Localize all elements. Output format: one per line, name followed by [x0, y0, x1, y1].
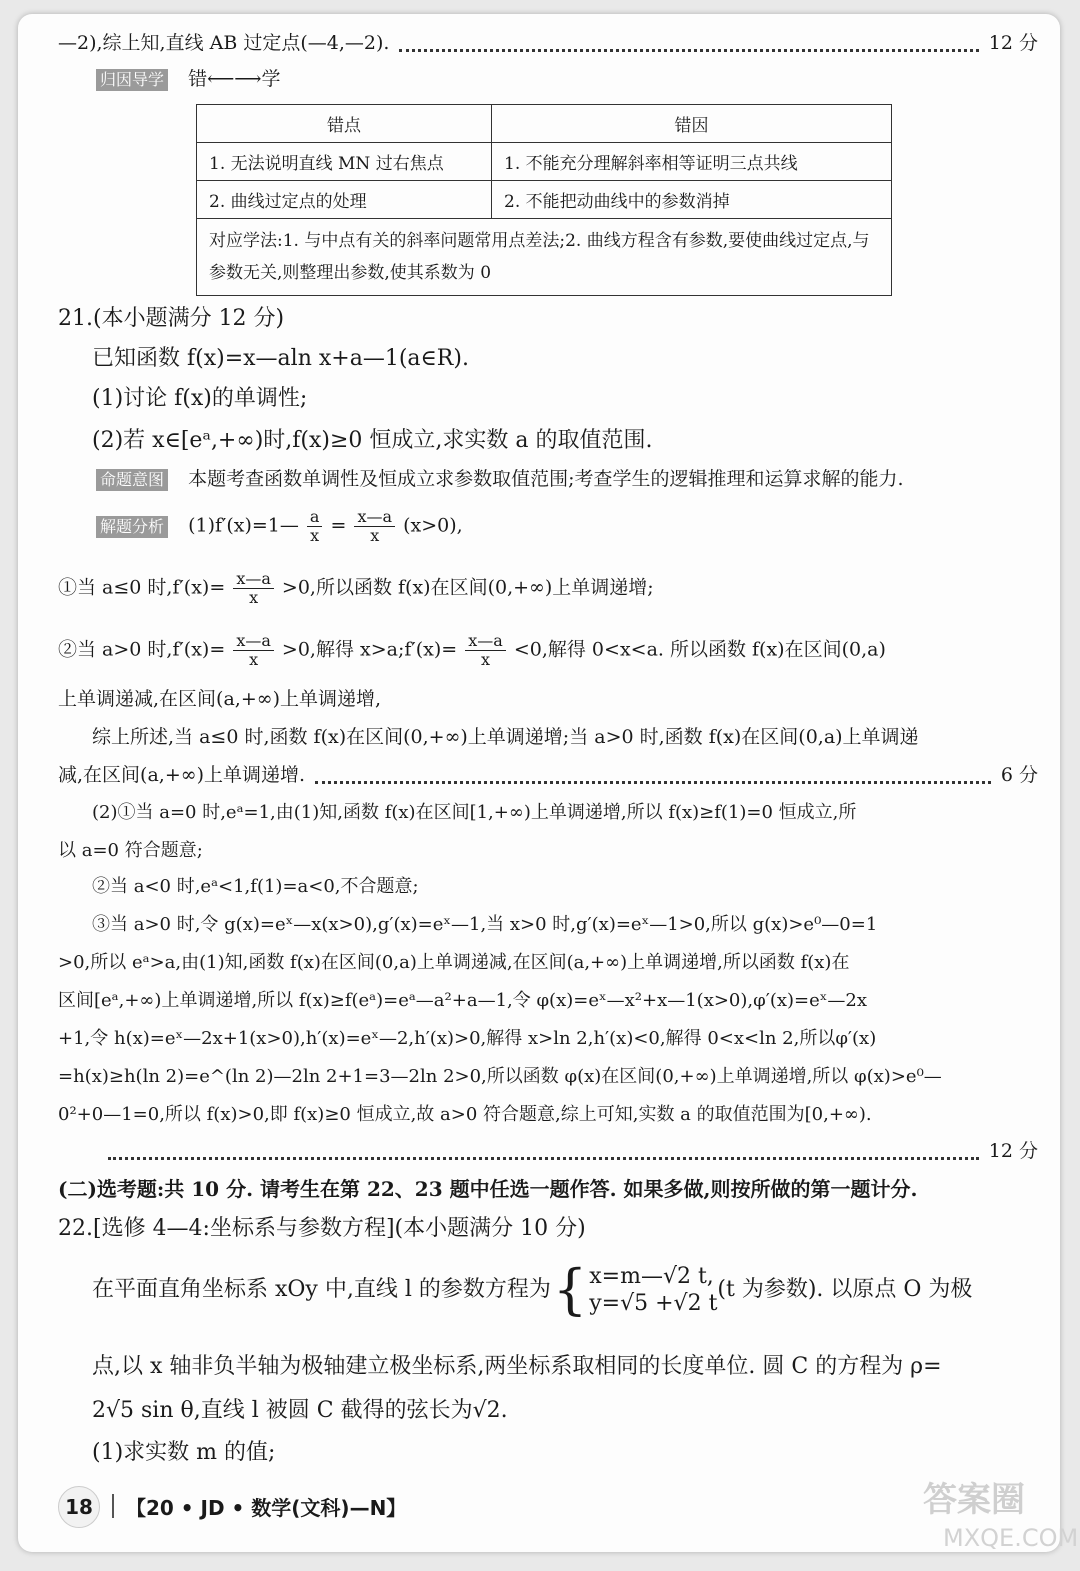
case2-line2: 上单调递减,在区间(a,+∞)上单调递增, [58, 688, 382, 710]
denominator: x [310, 526, 320, 545]
q22-part1: (1)求实数 m 的值; [92, 1440, 276, 1465]
guiyin-badge: 归因导学 [96, 69, 168, 91]
table-cell: 2. 曲线过定点的处理 [197, 181, 492, 219]
table-cell: 1. 无法说明直线 MN 过右焦点 [197, 143, 492, 181]
part2-line1: (2)①当 a=0 时,eᵃ=1,由(1)知,函数 f(x)在区间[1,+∞)上单调递增,所以 f(x)≥f(1)=0 恒成立,所 [92, 802, 857, 823]
part2-line4: ③当 a>0 时,令 g(x)=eˣ—x(x>0),g′(x)=eˣ—1,当 x>0 时,g′(x)=eˣ—1>0,所以 g(x)>e⁰—0=1 [92, 914, 878, 935]
system-eq1: x=m—√2 t, [589, 1264, 714, 1289]
intent-text: 本题考查函数单调性及恒成立求参数取值范围;考查学生的逻辑推理和运算求解的能力. [188, 468, 904, 490]
equals: = [330, 514, 347, 537]
summary-text: 减,在区间(a,+∞)上单调递增. [58, 764, 306, 786]
part2-line9: 0²+0—1=0,所以 f(x)>0,即 f(x)≥0 恒成立,故 a>0 符合题意,综上可知,实数 a 的取值范围为[0,+∞). [58, 1104, 872, 1125]
score-label: 12 分 [988, 1140, 1038, 1162]
q22-stem-post: (t 为参数). 以原点 O 为极 [717, 1277, 973, 1302]
fraction [354, 508, 395, 545]
score-leader [399, 35, 978, 52]
denominator: x [481, 650, 491, 669]
q21-given: 已知函数 f(x)=x—aln x+a—1(a∈R). [92, 346, 469, 371]
part2-line2: 以 a=0 符合题意; [58, 840, 203, 861]
q22-title: 22.[选修 4—4:坐标系与参数方程](本小题满分 10 分) [58, 1216, 586, 1241]
page-number: 18 [58, 1486, 100, 1528]
system-eq2: y=√5 +√2 t [589, 1291, 718, 1316]
q21-part1: (1)讨论 f(x)的单调性; [92, 386, 308, 411]
score-label: 12 分 [988, 32, 1038, 54]
case2-line [58, 632, 886, 669]
footer-code: 【20 • JD • 数学(文科)—N】 [126, 1496, 407, 1520]
q21-part2: (2)若 x∈[eᵃ,+∞)时,f(x)≥0 恒成立,求实数 a 的取值范围. [92, 428, 653, 453]
table-header-row [197, 105, 892, 143]
denominator: x [249, 588, 259, 607]
part2-line3: ②当 a<0 时,eᵃ<1,f(1)=a<0,不合题意; [92, 876, 419, 897]
parametric-system [589, 1263, 717, 1317]
summary-line2 [58, 762, 1038, 788]
watermark-url: MXQE.COM [943, 1524, 1079, 1552]
numerator: x—a [465, 632, 506, 651]
denominator: x [370, 526, 380, 545]
fraction [233, 632, 274, 669]
fraction [465, 632, 506, 669]
guiyin-heading [96, 66, 281, 92]
domain-text: (x>0), [403, 514, 463, 537]
part2-line6: 区间[eᵃ,+∞)上单调递增,所以 f(x)≥f(eᵃ)=eᵃ—a²+a—1,令 φ(x)=eˣ—x²+x—1(x>0),φ′(x)=eˣ—2x [58, 990, 867, 1011]
table-header: 错因 [492, 105, 892, 143]
numerator: x—a [233, 570, 274, 589]
page-footer [58, 1484, 1048, 1534]
fraction [307, 508, 323, 545]
analysis-line [96, 508, 463, 545]
document-page [18, 14, 1079, 1552]
q22-stem-line2: 点,以 x 轴非负半轴为极轴建立极坐标系,两坐标系取相同的长度单位. 圆 C 的方程为 ρ= [92, 1354, 942, 1379]
error-table [196, 104, 892, 296]
numerator: a [307, 508, 323, 527]
final-score-line [98, 1138, 1038, 1164]
conclusion-text: —2),综上知,直线 AB 过定点(—4,—2). [58, 32, 390, 54]
table-row [197, 219, 892, 296]
intent-line [96, 466, 904, 492]
part2-line8: =h(x)≥h(ln 2)=e^(ln 2)—2ln 2+1=3—2ln 2>0,所以函数 φ(x)在区间(0,+∞)上单调递增,所以 φ(x)>e⁰— [58, 1066, 942, 1087]
score-label: 6 分 [1000, 764, 1038, 786]
score-leader [108, 1143, 979, 1160]
q22-stem-pre: 在平面直角坐标系 xOy 中,直线 l 的参数方程为 [92, 1277, 551, 1302]
analysis-badge: 解题分析 [96, 516, 168, 538]
table-cell: 1. 不能充分理解斜率相等证明三点共线 [492, 143, 892, 181]
q22-stem-line1 [92, 1260, 972, 1320]
case1-pre: ①当 a≤0 时,f′(x)= [58, 576, 226, 599]
fraction [233, 570, 274, 607]
derivative-text: (1)f′(x)=1— [188, 514, 299, 537]
case2-mid: >0,解得 x>a;f′(x)= [281, 638, 458, 661]
case2-pre: ②当 a>0 时,f′(x)= [58, 638, 226, 661]
section-heading: (二)选考题:共 10 分. 请考生在第 22、23 题中任选一题作答. 如果多做,则按所做的第一题计分. [58, 1177, 918, 1201]
guiyin-title: 错⟵⟶学 [188, 68, 281, 90]
numerator: x—a [233, 632, 274, 651]
table-header: 错点 [197, 105, 492, 143]
case2-post: <0,解得 0<x<a. 所以函数 f(x)在区间(0,a) [513, 638, 886, 661]
case1-post: >0,所以函数 f(x)在区间(0,+∞)上单调递增; [281, 576, 654, 599]
numerator: x—a [354, 508, 395, 527]
q21-title: 21.(本小题满分 12 分) [58, 306, 285, 331]
table-cell: 2. 不能把动曲线中的参数消掉 [492, 181, 892, 219]
conclusion-line [58, 30, 1038, 56]
summary-line1: 综上所述,当 a≤0 时,函数 f(x)在区间(0,+∞)上单调递增;当 a>0 时,函数 f(x)在区间(0,a)上单调递 [92, 726, 919, 748]
watermark-logo: 答案圈 [923, 1480, 1025, 1520]
table-row [197, 143, 892, 181]
method-cell: 对应学法:1. 与中点有关的斜率问题常用点差法;2. 曲线方程含有参数,要使曲线过定点,与参数无关,则整理出参数,使其系数为 0 [197, 219, 892, 296]
q22-stem-line3: 2√5 sin θ,直线 l 被圆 C 截得的弦长为√2. [92, 1398, 508, 1423]
footer-divider [112, 1494, 114, 1518]
part2-line7: +1,令 h(x)=eˣ—2x+1(x>0),h′(x)=eˣ—2,h′(x)>0,解得 x>ln 2,h′(x)<0,解得 0<x<ln 2,所以φ′(x) [58, 1028, 877, 1049]
part2-line5: >0,所以 eᵃ>a,由(1)知,函数 f(x)在区间(0,a)上单调递减,在区间(a,+∞)上单调递增,所以函数 f(x)在 [58, 952, 850, 973]
score-leader [315, 767, 991, 784]
case1-line [58, 570, 654, 607]
intent-badge: 命题意图 [96, 469, 168, 491]
table-row [197, 181, 892, 219]
brace-icon: { [552, 1258, 588, 1321]
denominator: x [249, 650, 259, 669]
